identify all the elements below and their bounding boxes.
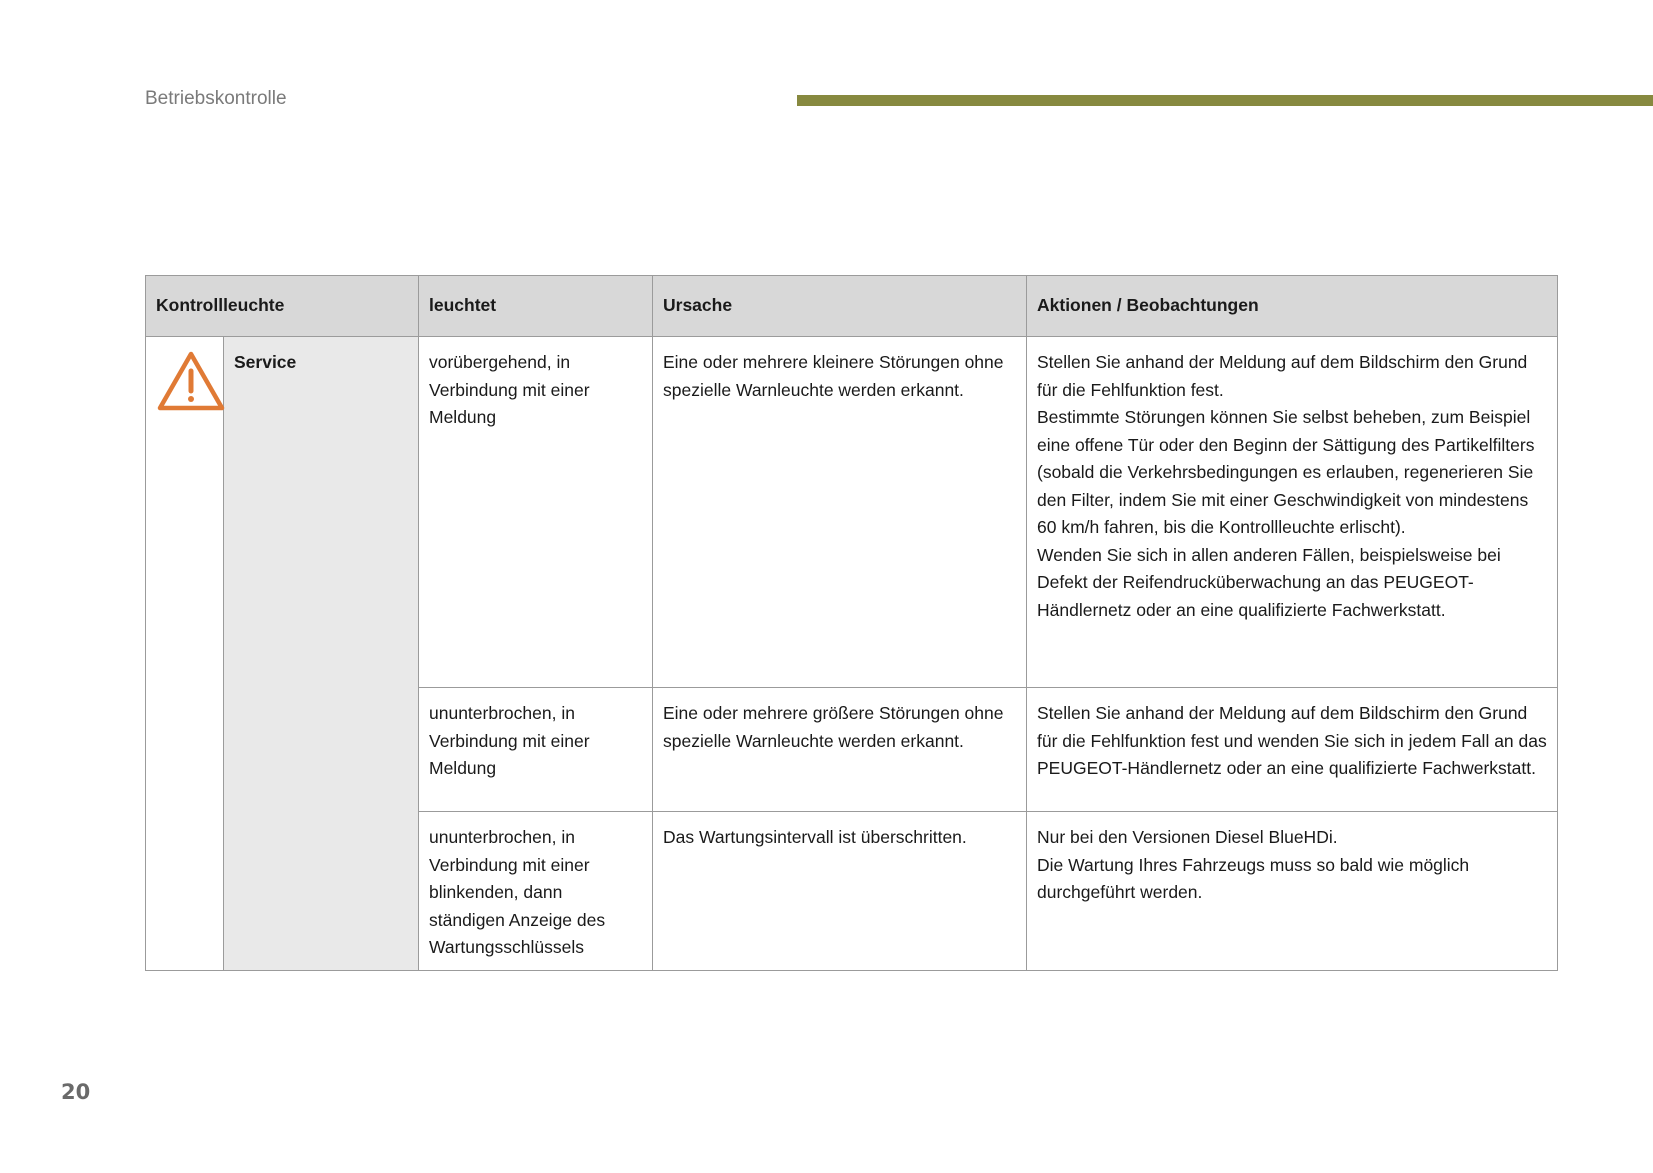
column-header-actions: Aktionen / Beobachtungen	[1027, 276, 1558, 337]
cause-cell: Eine oder mehrere kleinere Störungen ohne spezielle Warnleuchte werden erkannt.	[653, 337, 1027, 688]
column-header-cause: Ursache	[653, 276, 1027, 337]
table-header-row	[146, 276, 1558, 337]
lit-cell: ununterbrochen, in Verbindung mit einer blinkenden, dann ständigen Anzeige des Wartungsschlüssels	[419, 812, 653, 971]
lit-cell: vorübergehend, in Verbindung mit einer Meldung	[419, 337, 653, 688]
table-row	[146, 337, 1558, 688]
section-title: Betriebskontrolle	[145, 88, 287, 109]
indicator-name: Service	[224, 337, 419, 971]
page-number: 20	[61, 1080, 91, 1104]
column-header-indicator: Kontrollleuchte	[146, 276, 419, 337]
actions-cell	[1027, 688, 1558, 812]
column-header-lit: leuchtet	[419, 276, 653, 337]
indicator-icon-cell	[146, 337, 224, 971]
action-text: Bestimmte Störungen können Sie selbst beheben, zum Beispiel eine offene Tür oder den Beginn der Sättigung des Partikelfilters (sobald die Verkehrsbedingungen es erlauben, regenerieren Sie den Filter, indem Sie mit einer Geschwindigkeit von mindestens 60 km/h fahren, bis die Kontrollleuchte erlischt).	[1037, 407, 1535, 537]
action-text: Stellen Sie anhand der Meldung auf dem Bildschirm den Grund für die Fehlfunktion fest.	[1037, 352, 1528, 400]
cause-cell: Das Wartungsintervall ist überschritten.	[653, 812, 1027, 971]
warning-triangle-icon	[156, 349, 226, 413]
action-text: Stellen Sie anhand der Meldung auf dem Bildschirm den Grund für die Fehlfunktion fest und wenden Sie sich in jedem Fall an das PEUGEOT-Händlernetz oder an eine qualifizierte Fachwerkstatt.	[1037, 703, 1547, 778]
action-text: Die Wartung Ihres Fahrzeugs muss so bald wie möglich durchgeführt werden.	[1037, 854, 1470, 902]
header-accent-bar	[797, 95, 1653, 106]
action-text: Wenden Sie sich in allen anderen Fällen, beispielsweise bei Defekt der Reifendrucküberwachung an das PEUGEOT-Händlernetz oder an eine qualifizierte Fachwerkstatt.	[1037, 544, 1501, 620]
lit-cell: ununterbrochen, in Verbindung mit einer Meldung	[419, 688, 653, 812]
action-text: Nur bei den Versionen Diesel BlueHDi.	[1037, 827, 1338, 847]
warning-light-table	[145, 275, 1558, 971]
actions-cell	[1027, 337, 1558, 688]
cause-cell: Eine oder mehrere größere Störungen ohne spezielle Warnleuchte werden erkannt.	[653, 688, 1027, 812]
actions-cell	[1027, 812, 1558, 971]
